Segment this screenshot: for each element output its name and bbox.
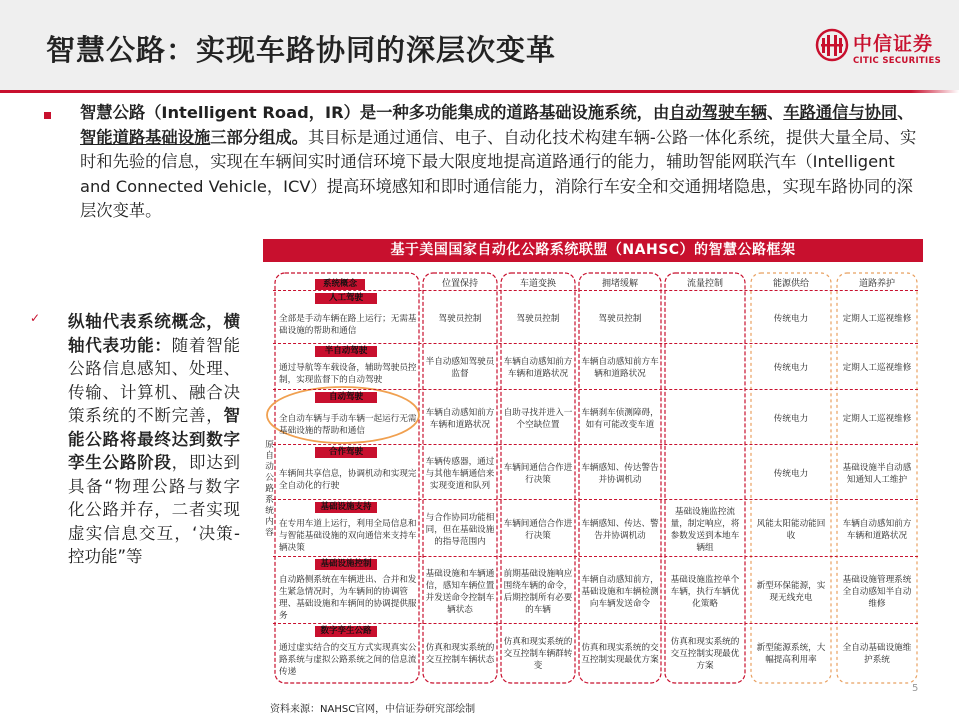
table-cell: 车辆感知、传达警告并协调机动 (581, 462, 659, 485)
row-divider (273, 343, 918, 344)
row-description: 通过导航等车载设备，辅助驾驶员控制，实现监督下的自动驾驶 (279, 363, 417, 385)
logo-english: CITIC SECURITIES (853, 56, 942, 66)
source-note: 资料来源：NAHSC官网，中信证券研究部绘制 (270, 704, 476, 715)
row-divider (273, 290, 918, 291)
table-cell: 传统电力 (773, 313, 809, 324)
table-cell (667, 393, 743, 444)
row-divider (273, 556, 918, 557)
table-cell (667, 347, 743, 389)
table-cell: 新型环保能源，实现无线充电 (756, 580, 826, 603)
page-number: 5 (912, 683, 919, 694)
table-cell: 基础设施半自动感知通知人工维护 (842, 462, 912, 485)
vertical-axis-label: 原自动公路系统内容 (265, 440, 274, 538)
row-tag: 数字孪生公路 (315, 626, 377, 637)
row-description: 自动路侧系统在车辆进出、合并和发生紧急情况时，为车辆间的协调管理、基础设施和车辆间的协调提供服务 (279, 574, 417, 621)
intro-body: 其目标是通过通信、电子、自动化技术构建车辆-公路一体化系统，提供大量全局、实时和先验的信息，实现在车辆间实时通信环境下最大限度地提高道路通行的能力，辅助智能网联汽车（Intelligent and Connected Vehicle，ICV）提高环境感知和即时通信能力，消除行车安全和交通拥堵隐患，实现车路协同的深层次变革。 (80, 127, 917, 220)
table-cell: 驾驶员控制 (516, 313, 560, 324)
table-cell: 基础设施和车辆通信，感知车辆位置并发送命令控制车辆状态 (425, 568, 495, 615)
col-header: 道路养护 (858, 279, 895, 289)
col-header: 位置保持 (441, 279, 478, 289)
table-cell: 自助寻找并进入一个空缺位置 (503, 407, 573, 430)
table-cell: 传统电力 (773, 363, 809, 373)
table-cell: 车辆自动感知前方车辆和道路状况 (425, 407, 495, 430)
bullet-square-icon (44, 112, 51, 119)
row-divider (273, 623, 918, 624)
table-cell: 全自动基础设施维护系统 (842, 643, 912, 665)
table-cell: 仿真和现实系统的交互控制实现最优方案 (670, 637, 740, 671)
col-header: 拥堵缓解 (601, 279, 638, 289)
side-note: 纵轴代表系统概念，横轴代表功能：随着智能公路信息感知、处理、传输、计算机、融合决策系统的不断完善，智能公路将最终达到数字孪生公路阶段，即达到具备“物理公路与数字化公路并存，二者实现虚实信息交互，‘决策-控功能”等 (68, 312, 241, 566)
framework-table (263, 270, 923, 688)
table-cell: 车辆自动感知前方车辆和道路状况 (842, 518, 912, 541)
table-cell (667, 294, 743, 343)
row-description: 在专用车道上运行，利用全局信息和与智能基础设施的双向通信来支持车辆决策 (279, 518, 417, 553)
row-description: 通过虚实结合的交互方式实现真实公路系统与虚拟公路系统之间的信息流传递 (279, 643, 417, 677)
table-cell: 驾驶员控制 (438, 313, 482, 324)
table-cell: 基础设施监控流量，制定响应，将参数发送到本地车辆组 (670, 506, 740, 553)
intro-paragraph (80, 101, 922, 224)
row-divider (273, 389, 918, 390)
logo-name: 中信证券 (853, 33, 934, 55)
table-cell: 定期人工巡视维修 (842, 313, 912, 324)
table-cell: 定期人工巡视维修 (842, 363, 912, 373)
col-header: 能源供给 (772, 279, 809, 289)
table-cell: 传统电力 (773, 413, 809, 424)
corner-tag: 系统概念 (315, 279, 365, 290)
checkmark-icon: ✓ (30, 311, 41, 325)
table-cell: 车辆自动感知前方车辆和道路状况 (503, 357, 573, 379)
table-cell: 定期人工巡视维修 (842, 413, 912, 424)
citic-logo (815, 28, 950, 72)
table-cell: 风能太阳能动能回收 (756, 518, 826, 541)
row-tag: 自动驾驶 (315, 392, 377, 403)
row-tag: 基础设施控制 (315, 559, 377, 570)
row-tag: 半自动驾驶 (315, 346, 377, 357)
table-cell: 车辆间通信合作进行决策 (503, 518, 573, 541)
table-cell: 传统电力 (773, 468, 809, 479)
row-description: 全自动车辆与手动车辆一起运行无需基础设施的帮助和通信 (279, 413, 417, 436)
table-cell: 前期基础设施响应围绕车辆的命令，后期控制所有必要的车辆 (503, 568, 573, 615)
table-cell: 驾驶员控制 (598, 313, 642, 324)
table-cell: 基础设施管理系统全自动感知半自动维修 (842, 574, 912, 609)
col-header: 流量控制 (686, 279, 723, 289)
header-divider (0, 90, 959, 93)
row-description: 全部是手动车辆在路上运行；无需基础设施的帮助和通信 (279, 313, 417, 336)
row-tag: 人工驾驶 (315, 293, 377, 304)
table-cell: 新型能源系统，大幅提高利用率 (756, 643, 826, 665)
table-cell: 半自动感知驾驶员监督 (425, 357, 495, 379)
row-divider (273, 499, 918, 500)
page-title: 智慧公路：实现车路协同的深层次变革 (46, 33, 557, 67)
framework-title: 基于美国国家自动化公路系统联盟（NAHSC）的智慧公路框架 (263, 239, 923, 262)
table-cell: 车辆刹车侦测障碍，如有可能改变车道 (581, 407, 659, 430)
col-header: 车道变换 (519, 279, 556, 289)
table-cell: 基础设施监控单个车辆，执行车辆优化策略 (670, 574, 740, 609)
row-tag: 基础设施支持 (315, 502, 377, 513)
table-cell: 仿真和现实系统的交互控制实现最优方案 (581, 643, 659, 665)
table-cell: 仿真和现实系统的交互控制车辆群转变 (503, 637, 573, 671)
table-cell: 仿真和现实系统的交互控制车辆状态 (425, 643, 495, 665)
table-cell: 与合作协同功能相同，但在基础设施的指导范围内 (425, 512, 495, 547)
table-cell: 车辆间通信合作进行决策 (503, 462, 573, 485)
row-divider (273, 444, 918, 445)
table-cell: 车辆自动感知前方，基础设施和车辆检测向车辆发送命令 (581, 574, 659, 609)
intro-bold: 智慧公路（Intelligent Road，IR）是一种多功能集成的道路基础设施系统，由自动驾驶车辆、车路通信与协同、智能道路基础设施三部分组成。 (80, 103, 914, 147)
citic-emblem-icon (815, 28, 849, 70)
table-cell: 车辆自动感知前方车辆和道路状况 (581, 357, 659, 379)
row-description: 车辆间共享信息，协调机动和实现完全自动化的行驶 (279, 468, 417, 491)
table-cell: 车辆感知、传达、警告并协调机动 (581, 518, 659, 541)
table-cell: 车辆传感器，通过与其他车辆通信来实现变道和队列 (425, 456, 495, 491)
row-tag: 合作驾驶 (315, 447, 377, 458)
table-cell (667, 448, 743, 499)
